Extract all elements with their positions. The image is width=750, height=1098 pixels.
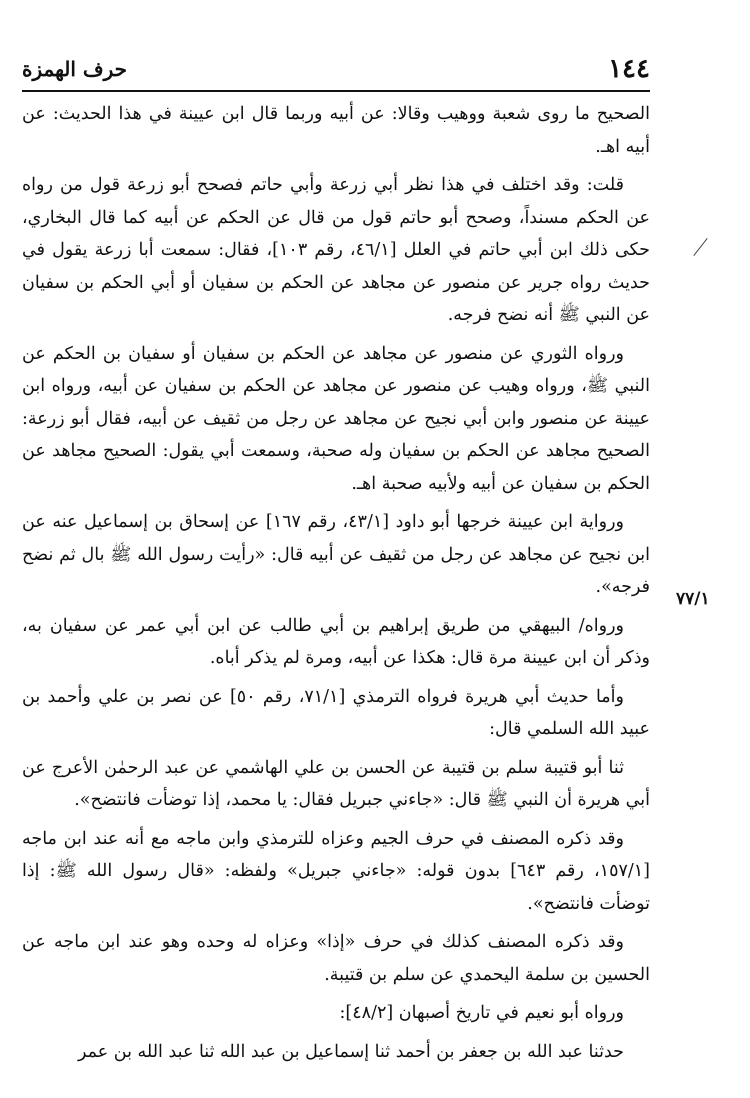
paragraph: قلت: وقد اختلف في هذا نظر أبي زرعة وأبي حاتم فصحح أبو زرعة قول من رواه عن الحكم مسنداً، وصحح أبو حاتم قول من قال عن الحكم عن أبيه كما قال البخاري، حكى ذلك ابن أبي حاتم في العلل [٤٦/١، رقم ١٠٣]، فقال: سمعت أبا زرعة يقول في حديث رواه جرير عن منصور عن مجاهد عن الحكم بن سفيان أو أبي الحكم بن سفيان عن النبي ﷺ أنه نضح فرجه.	[22, 175, 650, 325]
paragraph: الصحيح ما روى شعبة ووهيب وقالا: عن أبيه وربما قال ابن عيينة في هذا الحديث: عن أبيه اهـ.	[22, 104, 650, 157]
paragraph: ثنا أبو قتيبة سلم بن قتيبة عن الحسن بن علي الهاشمي عن عبد الرحمٰن الأعرج عن أبي هريرة أن النبي ﷺ قال: «جاءني جبريل فقال: يا محمد، إذا توضأت فانتضح».	[22, 757, 650, 810]
main-text	[22, 98, 650, 1074]
paragraph: ورواه الثوري عن منصور عن مجاهد عن الحكم بن سفيان أو سفيان بن الحكم عن النبي ﷺ، ورواه وهيب عن منصور عن مجاهد عن الحكم بن سفيان عن أبيه، ورواه ابن عيينة عن منصور وابن أبي نجيح عن مجاهد عن رجل من ثقيف عن أبيه، فقال أبو زرعة: الصحيح مجاهد عن الحكم بن سفيان وله صحبة، وسمعت أبي يقول: الصحيح مجاهد عن الحكم بن سفيان عن أبيه ولأبيه صحبة اهـ.	[22, 343, 650, 494]
header-divider	[22, 90, 650, 92]
margin-reference: ٧٧/١	[676, 589, 710, 609]
paragraph: حدثنا عبد الله بن جعفر بن أحمد ثنا إسماعيل بن عبد الله ثنا عبد الله بن عمر	[78, 1041, 624, 1062]
pen-mark	[693, 238, 707, 256]
paragraph: ورواه أبو نعيم في تاريخ أصبهان [٤٨/٢]:	[339, 1003, 624, 1023]
paragraph: ورواية ابن عيينة خرجها أبو داود [٤٣/١، رقم ١٦٧] عن إسحاق بن إسماعيل عنه عن ابن نجيح عن مجاهد عن رجل من ثقيف عن أبيه قال: «رأيت رسول الله ﷺ بال ثم نضح فرجه».	[22, 512, 650, 597]
page-header	[22, 52, 650, 88]
paragraph: وقد ذكره المصنف في حرف الجيم وعزاه للترمذي وابن ماجه مع أنه عند ابن ماجه [١٥٧/١، رقم ٦٤٣] بدون قوله: «جاءني جبريل» ولفظه: «قال رسول الله ﷺ: إذا توضأت فانتضح».	[22, 828, 650, 914]
paragraph: وأما حديث أبي هريرة فرواه الترمذي [٧١/١، رقم ٥٠] عن نصر بن علي وأحمد بن عبيد الله السلمي قال:	[22, 686, 650, 739]
chapter-title: حرف الهمزة	[22, 57, 128, 81]
paragraph: ورواه/ البيهقي من طريق إبراهيم بن أبي طالب عن ابن أبي عمر عن سفيان به، وذكر أن ابن عيينة مرة قال: هكذا عن أبيه، ومرة لم يذكر أباه.	[22, 615, 650, 668]
paragraph: وقد ذكره المصنف كذلك في حرف «إذا» وعزاه له وحده وهو عند ابن ماجه عن الحسين بن سلمة اليحمدي عن سلم بن قتيبة.	[22, 932, 650, 985]
page-number: ١٤٤	[608, 54, 650, 84]
